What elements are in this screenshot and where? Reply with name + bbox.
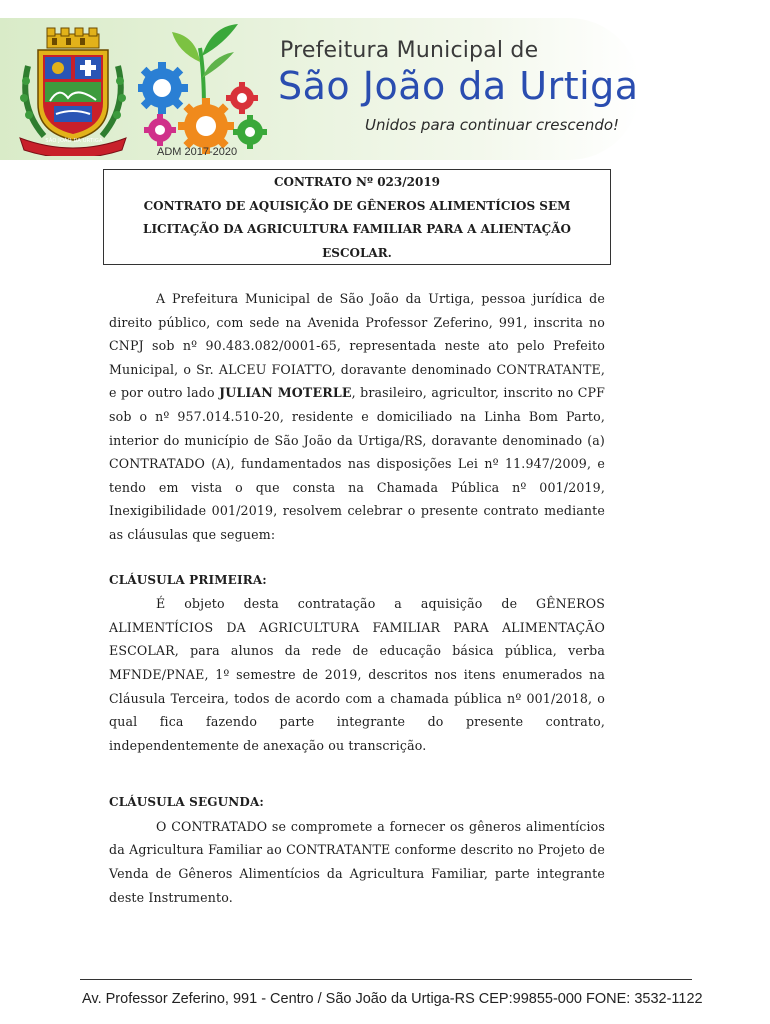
- municipality-name: São João da Urtiga: [278, 64, 639, 108]
- intro-paragraph: [109, 287, 605, 547]
- contract-title-line: ESCOLAR.: [322, 245, 392, 260]
- contractor-name: JULIAN MOTERLE: [219, 385, 352, 401]
- clause-title: CLÁUSULA SEGUNDA:: [109, 795, 265, 810]
- clause-text: É objeto desta contratação a aquisição de GÊNEROS ALIMENTÍCIOS DA AGRICULTURA FAMILIAR PARA ALIMENTAÇÃO ESCOLAR, para alunos da rede de educação básica pública, verba MFNDE/PNAE, 1º semestre de 2019, descritos nos itens enumerados na Cláusula Terceira, todos de acordo com a chamada pública nº 001/2018, o qual fica fazendo parte integrante do presente contrato, independentemente de anexação ou transcrição.: [109, 596, 605, 753]
- contract-title-line: CONTRATO DE AQUISIÇÃO DE GÊNEROS ALIMENTÍCIOS SEM: [143, 198, 571, 213]
- administration-period: ADM 2017-2020: [157, 146, 238, 158]
- contract-number: CONTRATO Nº 023/2019: [273, 175, 441, 189]
- clause-title: CLÁUSULA PRIMEIRA:: [109, 572, 267, 587]
- coat-of-arms-icon: [14, 26, 132, 156]
- contract-title-line: LICITAÇÃO DA AGRICULTURA FAMILIAR PARA A ALIENTAÇÃO: [143, 222, 571, 236]
- prefeitura-title: Prefeitura Municipal de: [280, 38, 539, 63]
- intro-text: A Prefeitura Municipal de São João da Urtiga, pessoa jurídica de direito público, com sede na Avenida Professor Zeferino, 991, inscrita no CNPJ sob nº 90.483.082/0001-65, representada neste ato pelo Prefeito Municipal, o Sr. ALCEU FOIATTO, doravante denominado CONTRATANTE, e por outro lado: [109, 291, 605, 401]
- clause-text: O CONTRATADO se compromete a fornecer os gêneros alimentícios da Agricultura Familiar ao CONTRATANTE conforme descrito no Projeto de Venda de Gêneros Alimentícios da Agricultura Familiar, parte integrante deste Instrumento.: [109, 818, 605, 905]
- intro-text: , brasileiro, agricultor, inscrito no CPF sob o nº 957.014.510-20, residente e domiciliado na Linha Bom Parto, interior do município de São João da Urtiga/RS, doravante denominado (a) CONTRATADO (A), fundamentados nas disposições Lei nº 11.947/2009, e tendo em vista o que consta na Chamada Pública nº 001/2019, Inexigibilidade 001/2019, resolvem celebrar o presente contrato mediante as cláusulas que seguem:: [109, 385, 606, 542]
- contract-title-box: [103, 169, 611, 265]
- footer-divider: [80, 979, 692, 980]
- footer-address: Av. Professor Zeferino, 991 - Centro / São João da Urtiga-RS CEP:99855-000 FONE: 3532-1122: [82, 991, 703, 1007]
- crest-motto: SÃO JOÃO DA URTIGA: [45, 138, 103, 144]
- slogan: Unidos para continuar crescendo!: [365, 116, 620, 134]
- spacer: [109, 757, 605, 769]
- contract-body: [109, 287, 605, 909]
- gears-logo-icon: [138, 22, 270, 154]
